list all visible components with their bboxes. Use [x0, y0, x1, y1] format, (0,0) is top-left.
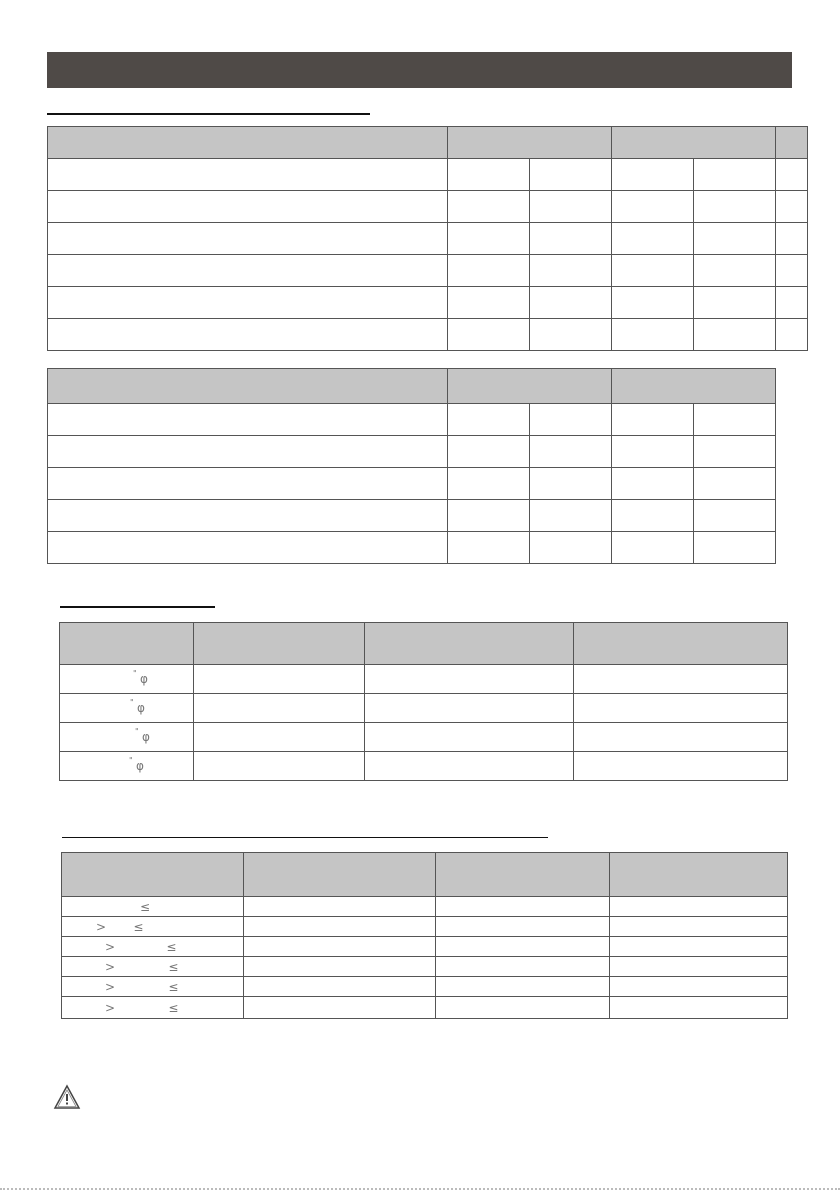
section-header-bar [47, 52, 792, 88]
header-cell [612, 127, 776, 159]
heading-underline-2 [60, 606, 215, 608]
header-cell [776, 127, 808, 159]
diameter-symbol: φ [136, 759, 144, 773]
table-row [62, 937, 788, 957]
diameter-table [59, 622, 788, 781]
table-row [48, 436, 776, 468]
table-header-row [48, 127, 808, 159]
table-row [62, 957, 788, 977]
diameter-cell [60, 694, 194, 723]
table-row [48, 159, 808, 191]
table-row [48, 255, 808, 287]
inch-mark: " [135, 727, 139, 736]
table-row [62, 917, 788, 937]
diameter-cell [60, 723, 194, 752]
range-table [61, 852, 788, 1019]
page-bottom-edge [0, 1188, 840, 1190]
table-row [48, 532, 776, 564]
table-row [48, 404, 776, 436]
diameter-symbol: φ [137, 701, 145, 715]
diameter-cell [60, 665, 194, 694]
range-cell [62, 897, 244, 917]
diameter-symbol: φ [140, 672, 148, 686]
less-equal-symbol: ≤ [133, 919, 144, 934]
range-cell [62, 957, 244, 977]
header-cell [612, 369, 776, 404]
header-cell [48, 127, 448, 159]
table-row [48, 223, 808, 255]
header-cell [448, 369, 612, 404]
greater-symbol: > [105, 939, 116, 954]
less-equal-symbol: ≤ [140, 899, 151, 914]
header-cell [48, 369, 448, 404]
greater-symbol: > [96, 919, 107, 934]
table-row [48, 287, 808, 319]
heading-underline-1 [47, 113, 370, 115]
table-header-row [48, 369, 776, 404]
table-row [60, 752, 788, 781]
range-cell [62, 997, 244, 1019]
table-row [48, 468, 776, 500]
heading-underline-3 [62, 837, 548, 838]
table-row [48, 500, 776, 532]
spec-table-2 [47, 368, 776, 564]
table-row [62, 977, 788, 997]
table-row [48, 319, 808, 351]
table-header-row [62, 853, 788, 897]
greater-symbol: > [105, 1000, 116, 1015]
range-cell [62, 937, 244, 957]
greater-symbol: > [105, 959, 116, 974]
table-row [60, 694, 788, 723]
spec-table-1 [47, 126, 808, 351]
less-equal-symbol: ≤ [168, 1000, 179, 1015]
header-cell [448, 127, 612, 159]
greater-symbol: > [105, 979, 116, 994]
less-equal-symbol: ≤ [168, 979, 179, 994]
diameter-symbol: φ [142, 730, 150, 744]
diameter-cell [60, 752, 194, 781]
range-cell [62, 977, 244, 997]
table-row [60, 723, 788, 752]
inch-mark: " [130, 698, 134, 707]
table-row [48, 191, 808, 223]
table-header-row [60, 623, 788, 665]
table-row [62, 897, 788, 917]
inch-mark: " [133, 669, 137, 678]
warning-triangle-icon [53, 1084, 81, 1110]
table-row [62, 997, 788, 1019]
less-equal-symbol: ≤ [168, 959, 179, 974]
inch-mark: " [129, 756, 133, 765]
table-row [60, 665, 788, 694]
range-cell [62, 917, 244, 937]
less-equal-symbol: ≤ [166, 939, 177, 954]
